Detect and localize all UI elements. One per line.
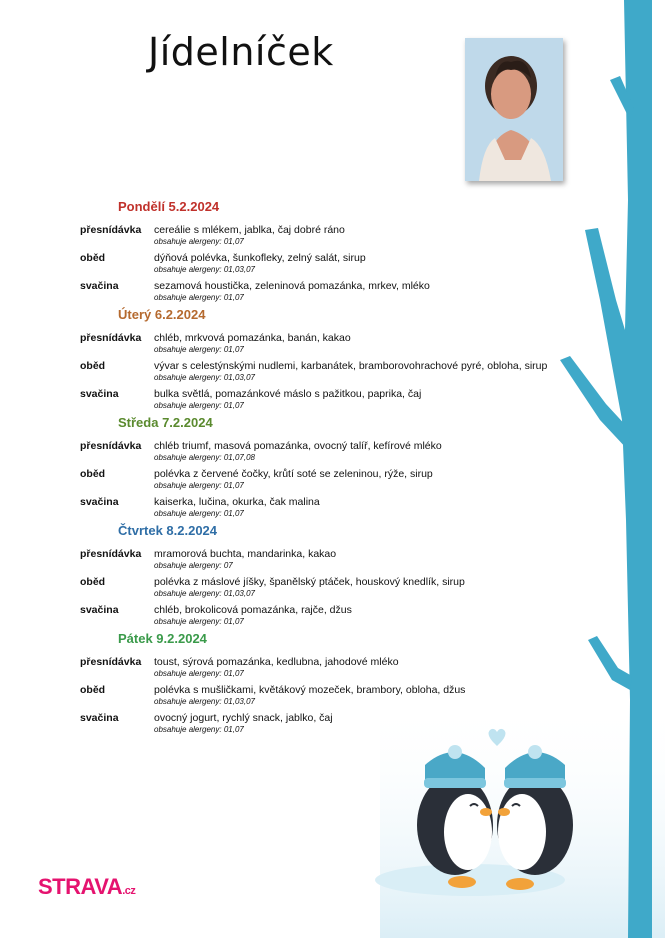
strava-logo <box>38 874 135 900</box>
meal-food: chléb triumf, masová pomazánka, ovocný talíř, kefírové mléko <box>154 440 442 452</box>
meal-allergens: obsahuje alergeny: 01,07 <box>154 481 244 490</box>
logo-suffix: .cz <box>122 885 136 897</box>
meal-allergens: obsahuje alergeny: 01,07 <box>154 237 244 246</box>
meal-allergens: obsahuje alergeny: 01,07 <box>154 617 244 626</box>
meal-allergens: obsahuje alergeny: 01,07 <box>154 401 244 410</box>
meal-food: polévka z červené čočky, krůtí soté se zeleninou, rýže, sirup <box>154 468 433 480</box>
meal-food: polévka s mušličkami, květákový mozeček, brambory, obloha, džus <box>154 684 466 696</box>
meal-allergens: obsahuje alergeny: 01,07 <box>154 509 244 518</box>
meal-food: chléb, brokolicová pomazánka, rajče, džus <box>154 604 352 616</box>
meal-food: cereálie s mlékem, jablka, čaj dobré ráno <box>154 224 345 236</box>
day-title: Pátek 9.2.2024 <box>118 631 207 646</box>
meal-allergens: obsahuje alergeny: 01,03,07 <box>154 373 255 382</box>
meal-label: přesnídávka <box>80 656 142 668</box>
meal-label: oběd <box>80 684 106 696</box>
meal-allergens: obsahuje alergeny: 01,03,07 <box>154 697 255 706</box>
meal-label: přesnídávka <box>80 224 142 236</box>
page-title: Jídelníček <box>148 30 334 74</box>
meal-label: oběd <box>80 576 106 588</box>
meal-label: přesnídávka <box>80 548 142 560</box>
meal-food: sezamová houstička, zeleninová pomazánka, mrkev, mléko <box>154 280 430 292</box>
meal-allergens: obsahuje alergeny: 01,03,07 <box>154 265 255 274</box>
meal-food: dýňová polévka, šunkofleky, zelný salát, sirup <box>154 252 366 264</box>
meal-label: svačina <box>80 388 119 400</box>
meal-food: toust, sýrová pomazánka, kedlubna, jahodové mléko <box>154 656 399 668</box>
meal-allergens: obsahuje alergeny: 01,07 <box>154 725 244 734</box>
meal-allergens: obsahuje alergeny: 01,07 <box>154 345 244 354</box>
meal-food: mramorová buchta, mandarinka, kakao <box>154 548 337 560</box>
day-title: Čtvrtek 8.2.2024 <box>118 523 218 538</box>
meal-allergens: obsahuje alergeny: 01,07 <box>154 669 244 678</box>
meal-allergens: obsahuje alergeny: 07 <box>154 561 233 570</box>
meal-food: kaiserka, lučina, okurka, čak malina <box>154 496 320 508</box>
meal-label: oběd <box>80 252 106 264</box>
meal-allergens: obsahuje alergeny: 01,07,08 <box>154 453 255 462</box>
meal-allergens: obsahuje alergeny: 01,07 <box>154 293 244 302</box>
meal-label: přesnídávka <box>80 332 142 344</box>
day-title: Středa 7.2.2024 <box>118 415 213 430</box>
day-title: Úterý 6.2.2024 <box>118 307 206 322</box>
logo-text: STRAVA <box>38 874 123 899</box>
meal-food: bulka světlá, pomazánkové máslo s pažitkou, paprika, čaj <box>154 388 422 400</box>
day-title: Pondělí 5.2.2024 <box>118 199 220 214</box>
meal-label: svačina <box>80 712 119 724</box>
meal-food: ovocný jogurt, rychlý snack, jablko, čaj <box>154 712 333 724</box>
meal-label: svačina <box>80 604 119 616</box>
meal-allergens: obsahuje alergeny: 01,03,07 <box>154 589 255 598</box>
meal-label: oběd <box>80 468 106 480</box>
meal-food: chléb, mrkvová pomazánka, banán, kakao <box>154 332 351 344</box>
meal-label: přesnídávka <box>80 440 142 452</box>
meal-label: svačina <box>80 496 119 508</box>
meal-label: oběd <box>80 360 106 372</box>
meal-food: polévka z máslové jíšky, španělský ptáček, houskový knedlík, sirup <box>154 576 465 588</box>
meal-label: svačina <box>80 280 119 292</box>
meal-food: vývar s celestýnskými nudlemi, karbanátek, bramborovohrachové pyré, obloha, sirup <box>154 360 548 372</box>
